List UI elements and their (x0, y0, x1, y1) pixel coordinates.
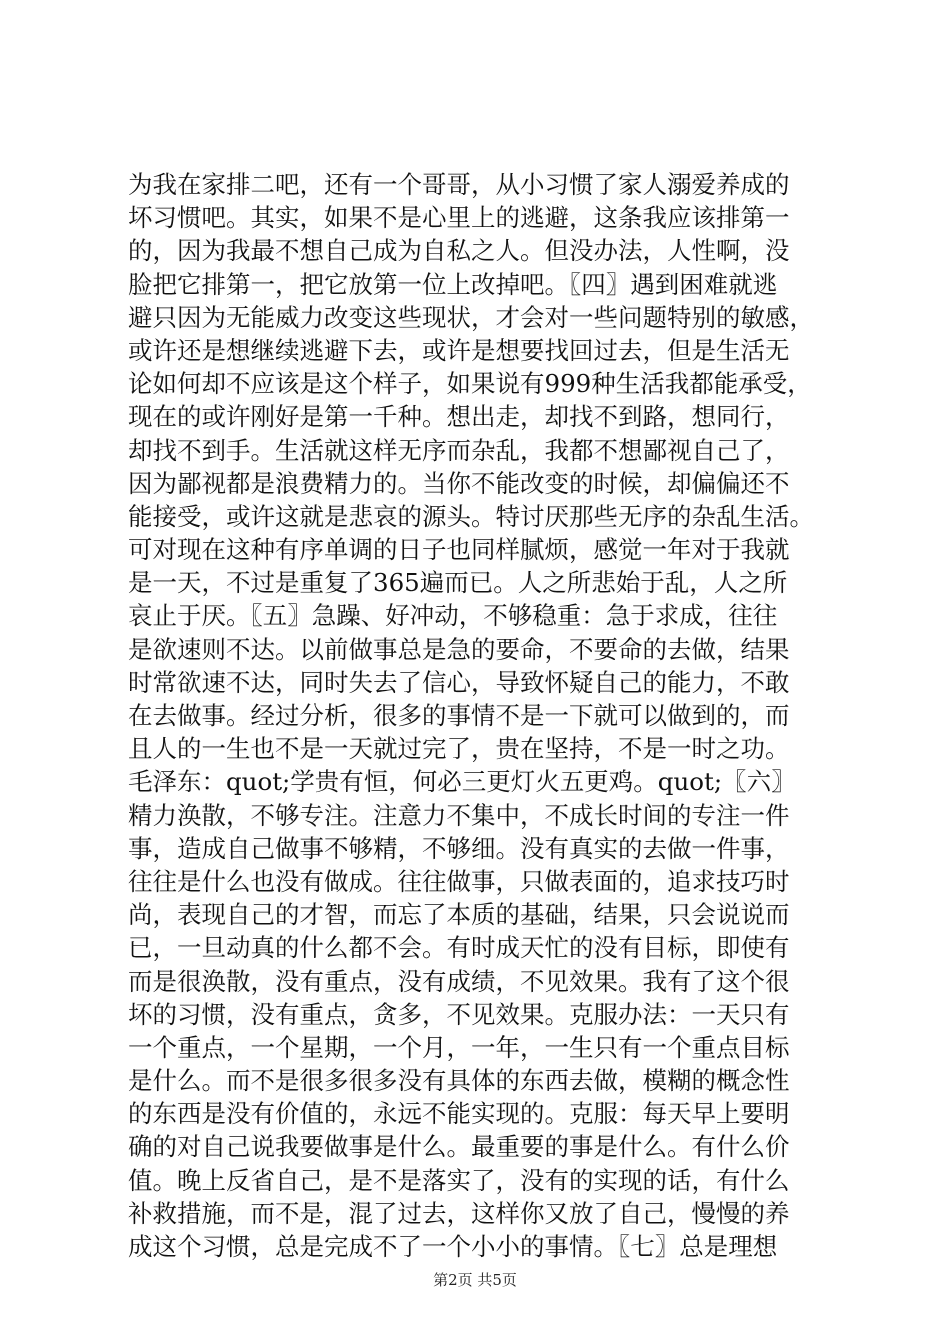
text-line: 且人的一生也不是一天就过完了，贵在坚持，不是一时之功。 (128, 734, 790, 764)
text-line: 值。晚上反省自己，是不是落实了，没有的实现的话，有什么 (128, 1165, 790, 1195)
body-text (128, 168, 838, 1263)
text-line: 是欲速则不达。以前做事总是急的要命，不要命的去做，结果 (128, 634, 790, 664)
text-line: 避只因为无能威力改变这些现状，才会对一些问题特别的敏感， (128, 302, 814, 332)
text-line: 能接受，或许这就是悲哀的源头。特讨厌那些无序的杂乱生活。 (128, 501, 814, 531)
text-line: 因为鄙视都是浪费精力的。当你不能改变的时候，却偏偏还不 (128, 468, 790, 498)
text-line: 的，因为我最不想自己成为自私之人。但没办法，人性啊，没 (128, 236, 790, 266)
text-line: 一个重点，一个星期，一个月，一年，一生只有一个重点目标 (128, 1032, 790, 1062)
text-line: 却找不到手。生活就这样无序而杂乱，我都不想鄙视自己了， (128, 435, 790, 465)
text-line: 坏习惯吧。其实，如果不是心里上的逃避，这条我应该排第一 (128, 203, 790, 233)
text-line: 为我在家排二吧，还有一个哥哥，从小习惯了家人溺爱养成的 (128, 170, 790, 199)
text-line: 是什么。而不是很多很多没有具体的东西去做，模糊的概念性 (128, 1066, 790, 1096)
text-line: 哀止于厌。〖五〗急躁、好冲动，不够稳重：急于求成，往往 (128, 601, 778, 631)
text-line: 时常欲速不达，同时失去了信心，导致怀疑自己的能力，不敢 (128, 667, 790, 697)
page-number-footer: 第2页 共5页 (433, 1271, 517, 1289)
text-line: 论如何却不应该是这个样子，如果说有999种生活我都能承受， (128, 369, 812, 399)
text-line: 或许还是想继续逃避下去，或许是想要找回过去，但是生活无 (128, 335, 790, 365)
text-line: 精力涣散，不够专注。注意力不集中，不成长时间的专注一件 (128, 800, 790, 830)
text-line: 在去做事。经过分析，很多的事情不是一下就可以做到的，而 (128, 701, 790, 730)
text-line: 的东西是没有价值的，永远不能实现的。克服：每天早上要明 (128, 1099, 790, 1129)
text-line: 是一天，不过是重复了365遍而已。人之所悲始于乱，人之所 (128, 568, 788, 598)
text-line: 确的对自己说我要做事是什么。最重要的事是什么。有什么价 (128, 1132, 790, 1162)
text-line: 坏的习惯，没有重点，贪多，不见效果。克服办法：一天只有 (128, 999, 790, 1029)
text-line: 事，造成自己做事不够精，不够细。没有真实的去做一件事， (128, 833, 790, 863)
text-line: 尚，表现自己的才智，而忘了本质的基础，结果，只会说说而 (128, 900, 790, 930)
text-line: 现在的或许刚好是第一千种。想出走，却找不到路，想同行， (128, 402, 790, 432)
text-line: 可对现在这种有序单调的日子也同样腻烦，感觉一年对于我就 (128, 535, 790, 565)
text-line: 补救措施，而不是，混了过去，这样你又放了自己，慢慢的养 (128, 1198, 790, 1228)
text-line: 往往是什么也没有做成。往往做事，只做表面的，追求技巧时 (128, 866, 790, 896)
text-line: 成这个习惯，总是完成不了一个小小的事情。〖七〗总是理想 (128, 1232, 778, 1261)
text-line: 毛泽东：quot;学贵有恒，何必三更灯火五更鸡。quot;〖六〗 (128, 767, 796, 797)
text-line: 已，一旦动真的什么都不会。有时成天忙的没有目标，即使有 (128, 933, 790, 963)
text-line: 脸把它排第一，把它放第一位上改掉吧。〖四〗遇到困难就逃 (128, 269, 778, 299)
text-line: 而是很涣散，没有重点，没有成绩，不见效果。我有了这个很 (128, 966, 790, 996)
